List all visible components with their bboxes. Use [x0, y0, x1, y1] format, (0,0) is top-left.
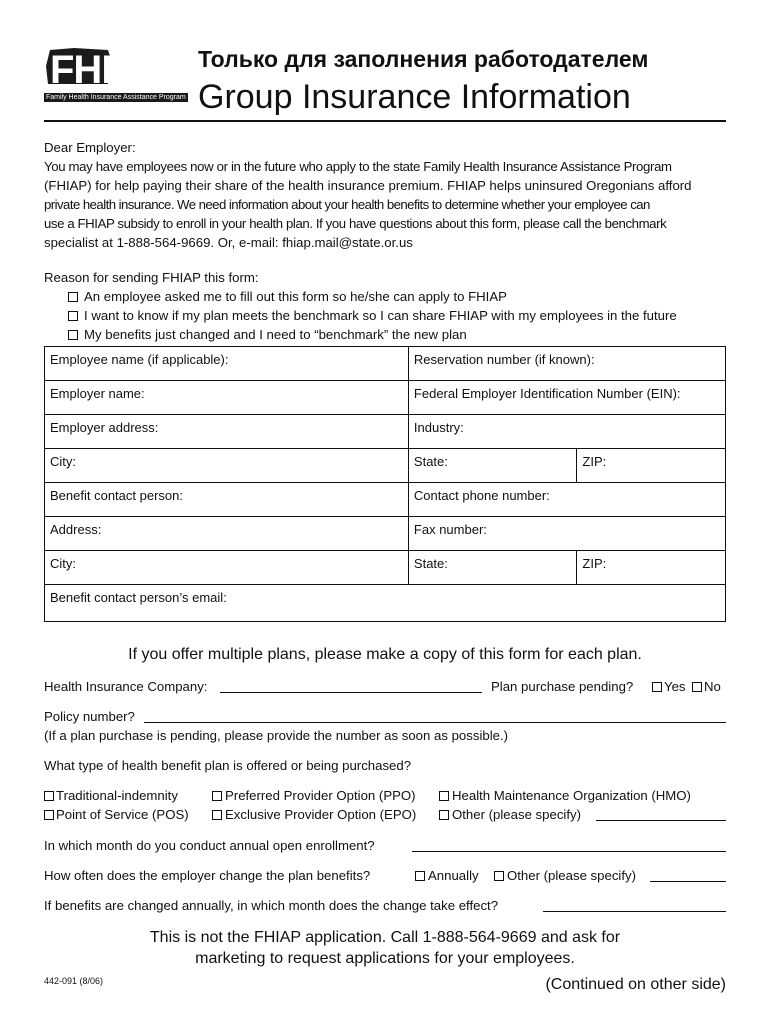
reservation-number-field[interactable]: Reservation number (if known):: [413, 352, 595, 367]
table-row: [45, 551, 725, 585]
option-hmo[interactable]: Health Maintenance Organization (HMO): [439, 788, 691, 803]
policy-number-input[interactable]: [144, 710, 726, 723]
contact-email-field[interactable]: Benefit contact person’s email:: [50, 590, 227, 605]
logo-text: FHIAP: [50, 48, 165, 92]
ein-field[interactable]: Federal Employer Identification Number (EIN):: [413, 386, 681, 401]
intro-line-2: (FHIAP) for help paying their share of the health insurance premium. FHIAP helps uninsured Oregonians afford: [44, 178, 692, 193]
zip-field[interactable]: ZIP:: [582, 454, 607, 469]
table-row: [45, 415, 725, 449]
checkbox[interactable]: [212, 810, 222, 820]
city-field[interactable]: City:: [45, 449, 409, 482]
change-frequency-label: How often does the employer change the plan benefits?: [44, 868, 371, 883]
city-field-2[interactable]: City:: [45, 551, 409, 584]
benefit-contact-field[interactable]: Benefit contact person:: [45, 483, 409, 516]
purchase-pending-label: Plan purchase pending?: [491, 679, 634, 694]
insurance-company-input[interactable]: [220, 680, 482, 693]
reason-option-1[interactable]: An employee asked me to fill out this form so he/she can apply to FHIAP: [68, 287, 507, 306]
table-row: [45, 449, 725, 483]
fhiap-logo: [44, 44, 188, 108]
option-other[interactable]: Other (please specify): [439, 807, 581, 822]
option-other-frequency[interactable]: Other (please specify): [494, 868, 636, 883]
checkbox[interactable]: [439, 810, 449, 820]
checkbox[interactable]: [68, 292, 78, 302]
zip-field-2[interactable]: ZIP:: [582, 556, 607, 571]
checkbox[interactable]: [494, 871, 504, 881]
employer-address-field[interactable]: Employer address:: [45, 415, 409, 448]
continued-note: (Continued on other side): [545, 976, 726, 993]
application-notice-line-2: marketing to request applications for your employees.: [195, 950, 575, 967]
checkbox[interactable]: [652, 682, 662, 692]
intro-line-1: You may have employees now or in the future who apply to the state Family Health Insurance Assistance Program: [44, 159, 672, 174]
policy-number-label: Policy number?: [44, 709, 135, 724]
checkbox[interactable]: [68, 311, 78, 321]
open-enrollment-label: In which month do you conduct annual open enrollment?: [44, 838, 375, 853]
employee-name-field[interactable]: Employee name (if applicable):: [45, 347, 409, 380]
reason-option-2[interactable]: I want to know if my plan meets the benchmark so I can share FHIAP with my employees in the future: [68, 306, 677, 325]
checkbox[interactable]: [415, 871, 425, 881]
change-month-label: If benefits are changed annually, in which month does the change take effect?: [44, 898, 499, 913]
address-field[interactable]: Address:: [45, 517, 409, 550]
pending-yes-option[interactable]: Yes: [652, 679, 686, 694]
plan-type-question: What type of health benefit plan is offered or being purchased?: [44, 758, 412, 773]
industry-field[interactable]: Industry:: [413, 420, 464, 435]
application-notice-line-1: This is not the FHIAP application. Call 1-888-564-9669 and ask for: [149, 929, 621, 946]
reason-label: Reason for sending FHIAP this form:: [44, 270, 259, 285]
contact-phone-field[interactable]: Contact phone number:: [413, 488, 550, 503]
table-row: [45, 347, 725, 381]
policy-note: (If a plan purchase is pending, please provide the number as soon as possible.): [44, 728, 509, 743]
greeting: Dear Employer:: [44, 140, 136, 155]
insurance-company-label: Health Insurance Company:: [44, 679, 208, 694]
header-divider: [44, 120, 726, 122]
other-frequency-input[interactable]: [650, 869, 726, 882]
checkbox[interactable]: [439, 791, 449, 801]
logo-subtitle: Family Health Insurance Assistance Program: [46, 94, 186, 101]
reason-option-3[interactable]: My benefits just changed and I need to “benchmark” the new plan: [68, 325, 467, 344]
multiple-plans-note: If you offer multiple plans, please make a copy of this form for each plan.: [128, 646, 642, 663]
table-row: [45, 483, 725, 517]
option-annually[interactable]: Annually: [415, 868, 479, 883]
table-row: [45, 517, 725, 551]
intro-line-5: specialist at 1-888-564-9669. Or, e-mail: fhiap.mail@state.or.us: [44, 235, 413, 250]
page-title: Group Insurance Information: [198, 78, 631, 116]
change-month-input[interactable]: [543, 899, 726, 912]
fax-field[interactable]: Fax number:: [413, 522, 487, 537]
option-traditional[interactable]: Traditional-indemnity: [44, 788, 178, 803]
pending-no-option[interactable]: No: [692, 679, 721, 694]
checkbox[interactable]: [692, 682, 702, 692]
checkbox[interactable]: [68, 330, 78, 340]
checkbox[interactable]: [212, 791, 222, 801]
intro-line-3: private health insurance. We need information about your health benefits to determine whether your employee can: [44, 197, 650, 212]
state-field[interactable]: State:: [409, 449, 578, 482]
form-number: 442-091 (8/06): [44, 976, 104, 986]
table-row: [45, 585, 725, 621]
state-field-2[interactable]: State:: [409, 551, 578, 584]
intro-line-4: use a FHIAP subsidy to enroll in your health plan. If you have questions about this form, please call the benchmark: [44, 216, 667, 231]
title-russian: Только для заполнения работодателем: [198, 46, 649, 72]
checkbox[interactable]: [44, 810, 54, 820]
employer-info-table: [44, 346, 726, 622]
other-plan-input[interactable]: [596, 808, 726, 821]
open-enrollment-input[interactable]: [412, 839, 726, 852]
option-epo[interactable]: Exclusive Provider Option (EPO): [212, 807, 416, 822]
option-ppo[interactable]: Preferred Provider Option (PPO): [212, 788, 416, 803]
option-pos[interactable]: Point of Service (POS): [44, 807, 189, 822]
employer-name-field[interactable]: Employer name:: [45, 381, 409, 414]
table-row: [45, 381, 725, 415]
checkbox[interactable]: [44, 791, 54, 801]
